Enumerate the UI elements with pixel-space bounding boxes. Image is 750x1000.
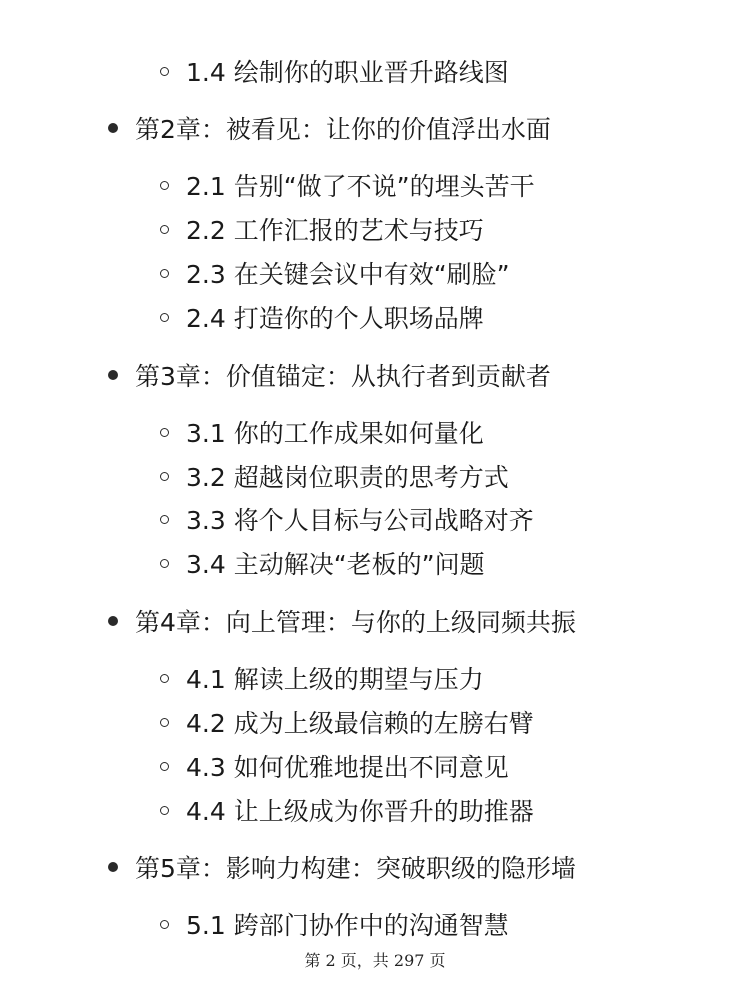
toc-section-row [160, 702, 534, 742]
toc-section-row [160, 499, 534, 539]
hollow-circle-bullet-icon [160, 674, 169, 683]
hollow-circle-bullet-icon [160, 181, 169, 190]
toc-section-row [160, 904, 509, 944]
hollow-circle-bullet-icon [160, 472, 169, 481]
filled-dot-bullet-icon [108, 370, 118, 380]
hollow-circle-bullet-icon [160, 559, 169, 568]
toc-section-label: 3.4 主动解决“老板的”问题 [186, 550, 485, 579]
filled-dot-bullet-icon [108, 123, 118, 133]
toc-section-row [160, 51, 509, 91]
toc-section-row [160, 790, 534, 830]
toc-chapter-label: 第5章：影响力构建：突破职级的隐形墙 [135, 854, 576, 883]
toc-chapter-row [108, 355, 551, 395]
toc-section-label: 1.4 绘制你的职业晋升路线图 [186, 58, 509, 87]
toc-section-label: 3.1 你的工作成果如何量化 [186, 419, 484, 448]
toc-section-row [160, 412, 484, 452]
toc-chapter-label: 第2章：被看见：让你的价值浮出水面 [135, 115, 551, 144]
toc-chapter-row [108, 601, 576, 641]
toc-chapter-row [108, 108, 551, 148]
hollow-circle-bullet-icon [160, 806, 169, 815]
hollow-circle-bullet-icon [160, 515, 169, 524]
toc-section-row [160, 209, 484, 249]
toc-section-label: 4.4 让上级成为你晋升的助推器 [186, 797, 534, 826]
toc-chapter-label: 第4章：向上管理：与你的上级同频共振 [135, 608, 576, 637]
hollow-circle-bullet-icon [160, 67, 169, 76]
toc-section-label: 3.3 将个人目标与公司战略对齐 [186, 506, 534, 535]
toc-section-row [160, 658, 484, 698]
toc-section-label: 2.3 在关键会议中有效“刷脸” [186, 260, 510, 289]
toc-section-label: 2.2 工作汇报的艺术与技巧 [186, 216, 484, 245]
filled-dot-bullet-icon [108, 862, 118, 872]
hollow-circle-bullet-icon [160, 428, 169, 437]
toc-section-label: 4.2 成为上级最信赖的左膀右臂 [186, 709, 534, 738]
hollow-circle-bullet-icon [160, 762, 169, 771]
hollow-circle-bullet-icon [160, 313, 169, 322]
toc-chapter-label: 第3章：价值锚定：从执行者到贡献者 [135, 362, 551, 391]
hollow-circle-bullet-icon [160, 225, 169, 234]
page-number-footer: 第 2 页，共 297 页 [304, 951, 446, 970]
toc-section-row [160, 543, 485, 583]
toc-section-label: 5.1 跨部门协作中的沟通智慧 [186, 911, 509, 940]
toc-section-label: 2.4 打造你的个人职场品牌 [186, 304, 484, 333]
toc-section-row [160, 456, 509, 496]
filled-dot-bullet-icon [108, 616, 118, 626]
hollow-circle-bullet-icon [160, 718, 169, 727]
toc-section-label: 2.1 告别“做了不说”的埋头苦干 [186, 172, 535, 201]
hollow-circle-bullet-icon [160, 269, 169, 278]
hollow-circle-bullet-icon [160, 920, 169, 929]
toc-section-row [160, 746, 509, 786]
toc-section-row [160, 297, 484, 337]
toc-chapter-row [108, 847, 576, 887]
toc-section-row [160, 165, 535, 205]
toc-section-label: 4.1 解读上级的期望与压力 [186, 665, 484, 694]
toc-section-label: 4.3 如何优雅地提出不同意见 [186, 753, 509, 782]
toc-section-row [160, 253, 510, 293]
toc-section-label: 3.2 超越岗位职责的思考方式 [186, 463, 509, 492]
